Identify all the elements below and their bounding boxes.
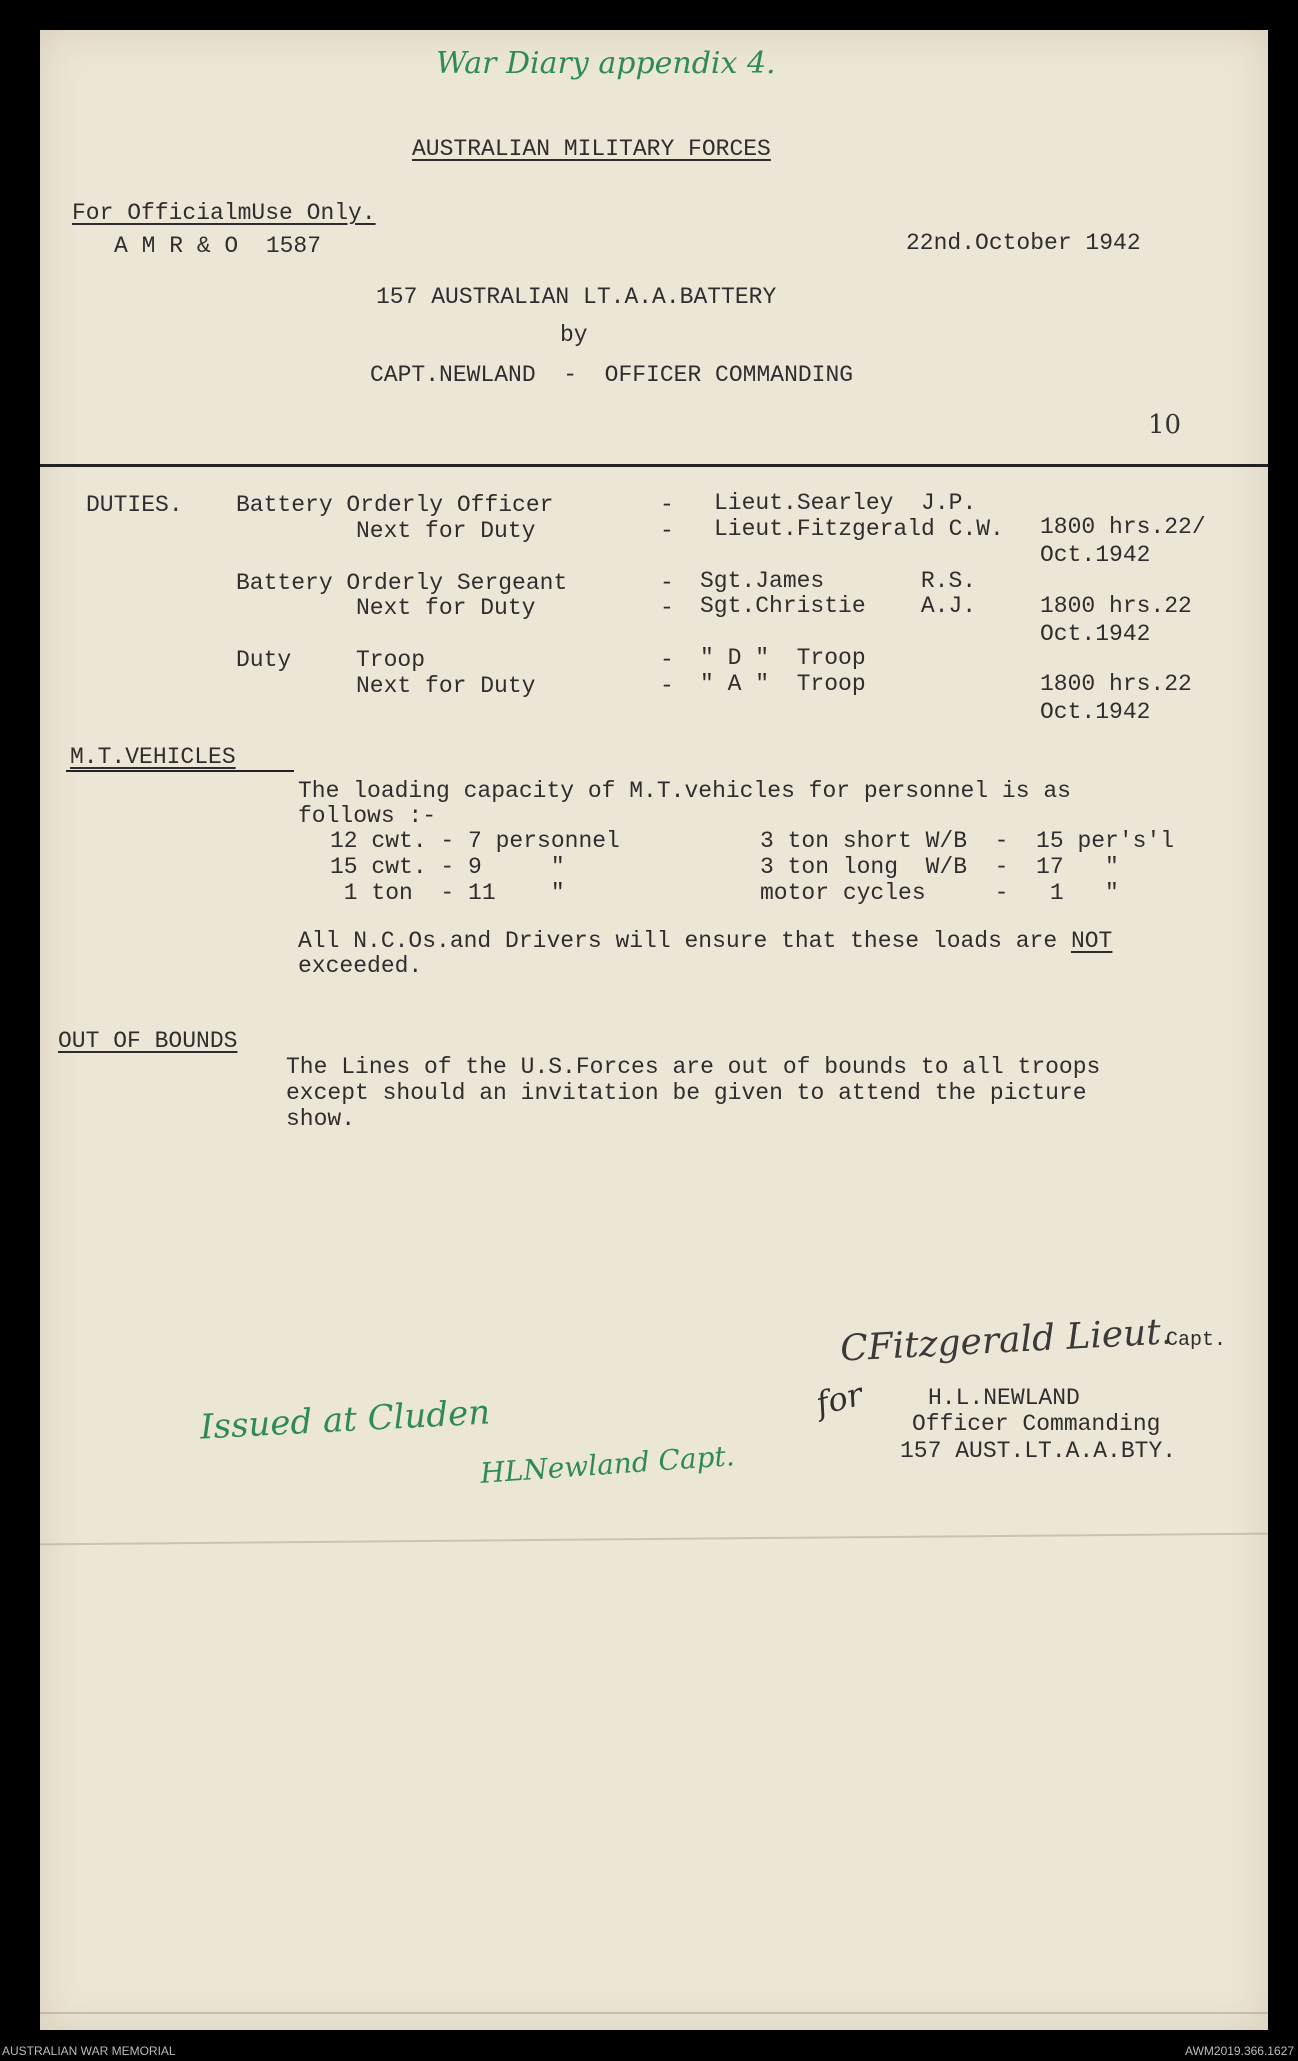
header-divider [40, 464, 1268, 467]
duty-name: Lieut.Fitzgerald C.W. [714, 516, 1004, 542]
mt-left-row: 1 ton - 11 " [330, 880, 565, 906]
handwritten-for: for [812, 1374, 867, 1424]
out-of-bounds-heading: OUT OF BOUNDS [58, 1028, 238, 1054]
paper-fold [40, 1533, 1268, 1546]
mt-note-emphasis: NOT [1070, 928, 1113, 954]
mt-intro-line: follows :- [298, 803, 437, 829]
footer-reference: AWM2019.366.1627 [1185, 2044, 1294, 2058]
duty-role: Troop [356, 647, 426, 673]
signatory-name: H.L.NEWLAND [928, 1385, 1080, 1411]
duty-name: Sgt.James R.S. [700, 568, 977, 594]
mt-note-text: All N.C.Os.and Drivers will ensure that these loads are [298, 928, 1071, 954]
duty-time: Oct.1942 [1040, 621, 1151, 647]
mt-intro-line: The loading capacity of M.T.vehicles for personnel is as [298, 778, 1071, 804]
classification: For OfficialmUse Only. [72, 200, 376, 226]
unit-title: 157 AUSTRALIAN LT.A.A.BATTERY [376, 284, 777, 310]
mt-right-row: 3 ton short W/B - 15 per's'l [760, 828, 1175, 854]
duty-dash: - [660, 673, 674, 699]
duty-role: Next for Duty [356, 518, 536, 544]
duty-time: Oct.1942 [1040, 699, 1151, 725]
mt-vehicles-heading: M.T.VEHICLES [70, 744, 236, 770]
page-number: 10 [1148, 410, 1182, 440]
capt-label: Capt. [1166, 1329, 1227, 1352]
order-date: 22nd.October 1942 [906, 230, 1141, 256]
mt-heading-rule [66, 770, 294, 772]
oob-line: show. [286, 1106, 356, 1132]
duty-role: Next for Duty [356, 673, 536, 699]
duty-time: 1800 hrs.22 [1040, 671, 1192, 697]
duty-name: Sgt.Christie A.J. [700, 593, 977, 619]
mt-right-row: 3 ton long W/B - 17 " [760, 854, 1119, 880]
mt-left-row: 15 cwt. - 9 " [330, 854, 565, 880]
duty-dash: - [660, 595, 674, 621]
footer-credit: AUSTRALIAN WAR MEMORIAL [2, 2044, 176, 2058]
duty-name: Lieut.Searley J.P. [714, 490, 977, 516]
duty-role: Battery Orderly Sergeant [236, 570, 568, 596]
commander-line: CAPT.NEWLAND - OFFICER COMMANDING [370, 362, 854, 388]
duty-dash: - [660, 492, 674, 518]
oob-line: except should an invitation be given to attend the picture [286, 1080, 1087, 1106]
handwritten-signature: CFitzgerald Lieut. [839, 1311, 1174, 1370]
duties-heading: DUTIES. [86, 492, 183, 518]
duty-time: Oct.1942 [1040, 542, 1151, 568]
handwritten-war-diary-note: War Diary appendix 4. [436, 46, 776, 81]
duty-name: " A " Troop [700, 671, 866, 697]
signatory-unit: 157 AUST.LT.A.A.BTY. [900, 1438, 1177, 1464]
org-heading: AUSTRALIAN MILITARY FORCES [412, 136, 771, 162]
duty-prefix: Duty [236, 647, 292, 673]
oob-line: The Lines of the U.S.Forces are out of bounds to all troops [286, 1054, 1101, 1080]
duty-dash: - [660, 518, 674, 544]
mt-left-row: 12 cwt. - 7 personnel [330, 828, 620, 854]
document-page [40, 30, 1268, 2030]
handwritten-issued-note: Issued at Cluden [199, 1392, 492, 1448]
duty-time: 1800 hrs.22/ [1040, 514, 1206, 540]
paper-fold [40, 2012, 1268, 2014]
duty-dash: - [660, 647, 674, 673]
duty-role: Next for Duty [356, 595, 536, 621]
mt-note-line [298, 928, 1112, 954]
order-reference: A M R & O 1587 [114, 233, 322, 259]
by-label: by [560, 322, 588, 348]
handwritten-issued-signature: HLNewland Capt. [479, 1439, 736, 1490]
mt-note-line: exceeded. [298, 953, 423, 979]
duty-time: 1800 hrs.22 [1040, 593, 1192, 619]
signatory-title: Officer Commanding [912, 1411, 1161, 1437]
duty-dash: - [660, 570, 674, 596]
duty-name: " D " Troop [700, 645, 866, 671]
mt-right-row: motor cycles - 1 " [760, 880, 1119, 906]
duty-role: Battery Orderly Officer [236, 492, 554, 518]
